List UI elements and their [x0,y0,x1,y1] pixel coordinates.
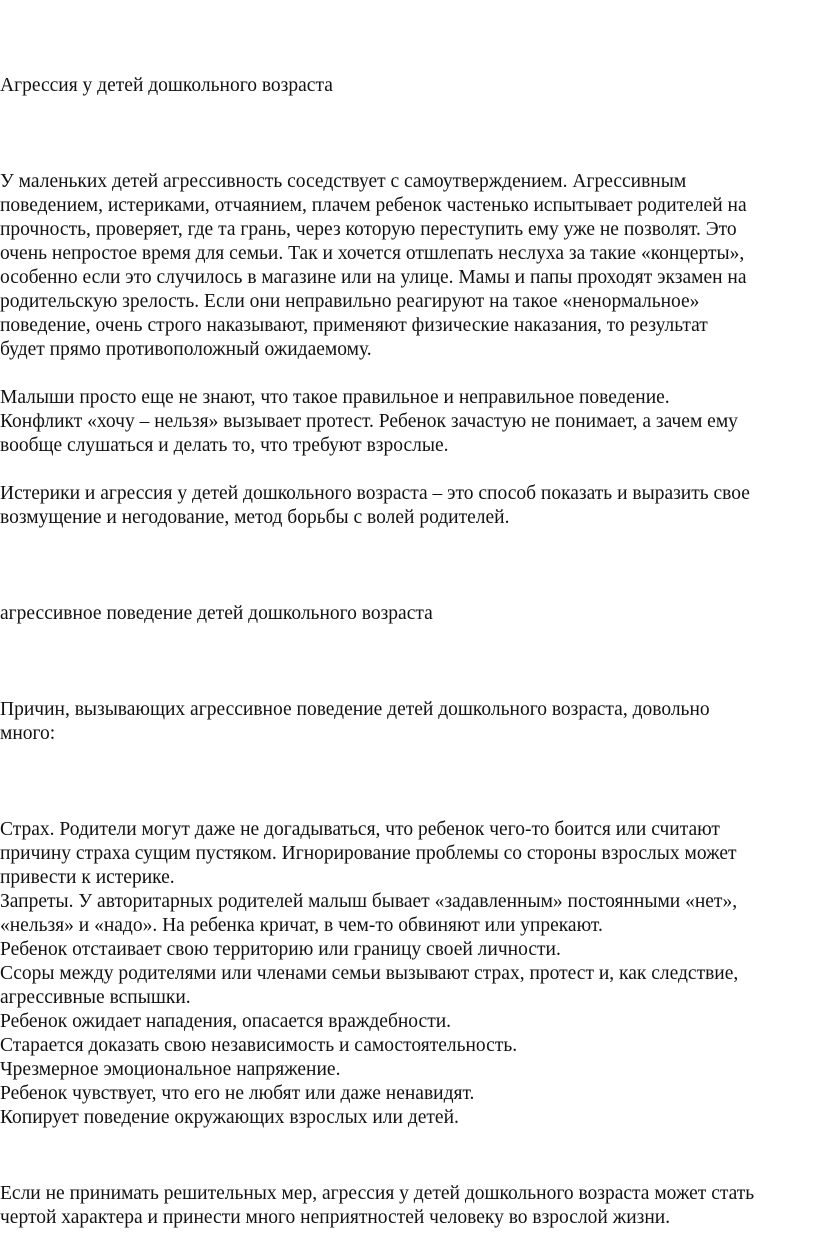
conclusion-paragraph [0,1182,812,1230]
text-line: будет прямо противоположный ожидаемому. [0,339,372,360]
text-line: Конфликт «хочу – нельзя» вызывает протест. Ребенок зачастую не понимает, а зачем ему [0,411,738,432]
text-line: Причин, вызывающих агрессивное поведение детей дошкольного возраста, довольно [0,699,710,720]
text-line: поведение, очень строго наказывают, применяют физические наказания, то результат [0,315,708,336]
intro-paragraph [0,170,812,362]
list-item: Запреты. У авторитарных родителей малыш бывает «задавленным» постоянными «нет», [0,891,738,912]
title-line: Агрессия у детей дошкольного возраста [0,75,333,96]
text-line: особенно если это случилось в магазине или на улице. Мамы и папы проходят экзамен на [0,267,747,288]
text-line: много: [0,723,56,744]
text-line: прочность, проверяет, где та грань, через которую переступить ему уже не позволят. Это [0,219,737,240]
list-item: Ребенок ожидает нападения, опасается враждебности. [0,1011,452,1032]
causes-list [0,818,812,1130]
text-line: вообще слушаться и делать то, что требуют взрослые. [0,435,449,456]
paragraph-two [0,386,812,458]
text-line: поведением, истериками, отчаянием, плачем ребенок частенько испытывает родителей на [0,195,747,216]
text-line: Если не принимать решительных мер, агрессия у детей дошкольного возраста может стать [0,1183,755,1204]
list-item: Ссоры между родителями или членами семьи вызывают страх, протест и, как следствие, [0,963,739,984]
list-item: Копирует поведение окружающих взрослых или детей. [0,1107,459,1128]
text-line: чертой характера и принести много неприятностей человеку во взрослой жизни. [0,1207,671,1228]
list-item: агрессивные вспышки. [0,987,191,1008]
paragraph-three [0,482,812,530]
list-item: Ребенок чувствует, что его не любят или даже ненавидят. [0,1083,475,1104]
text-line: очень непростое время для семьи. Так и хочется отшлепать неслуха за такие «концерты», [0,243,745,264]
document-title [0,74,812,98]
text-line: Малыши просто еще не знают, что такое правильное и неправильное поведение. [0,387,670,408]
list-item: причину страха сущим пустяком. Игнорирование проблемы со стороны взрослых может [0,843,737,864]
text-line: возмущение и негодование, метод борьбы с волей родителей. [0,507,510,528]
list-item: привести к истерике. [0,867,175,888]
list-item: Чрезмерное эмоциональное напряжение. [0,1059,341,1080]
text-line: родительскую зрелость. Если они неправильно реагируют на такое «ненормальное» [0,291,700,312]
section-subheading [0,602,812,626]
list-item: Старается доказать свою независимость и самостоятельность. [0,1035,518,1056]
list-item: Страх. Родители могут даже не догадываться, что ребенок чего-то боится или считают [0,819,720,840]
text-line: Истерики и агрессия у детей дошкольного возраста – это способ показать и выразить свое [0,483,750,504]
causes-intro-paragraph [0,698,812,746]
subheading-line: агрессивное поведение детей дошкольного возраста [0,603,433,624]
list-item: «нельзя» и «надо». На ребенка кричат, в чем-то обвиняют или упрекают. [0,915,603,936]
list-item: Ребенок отстаивает свою территорию или границу своей личности. [0,939,561,960]
text-line: У маленьких детей агрессивность соседствует с самоутверждением. Агрессивным [0,171,687,192]
